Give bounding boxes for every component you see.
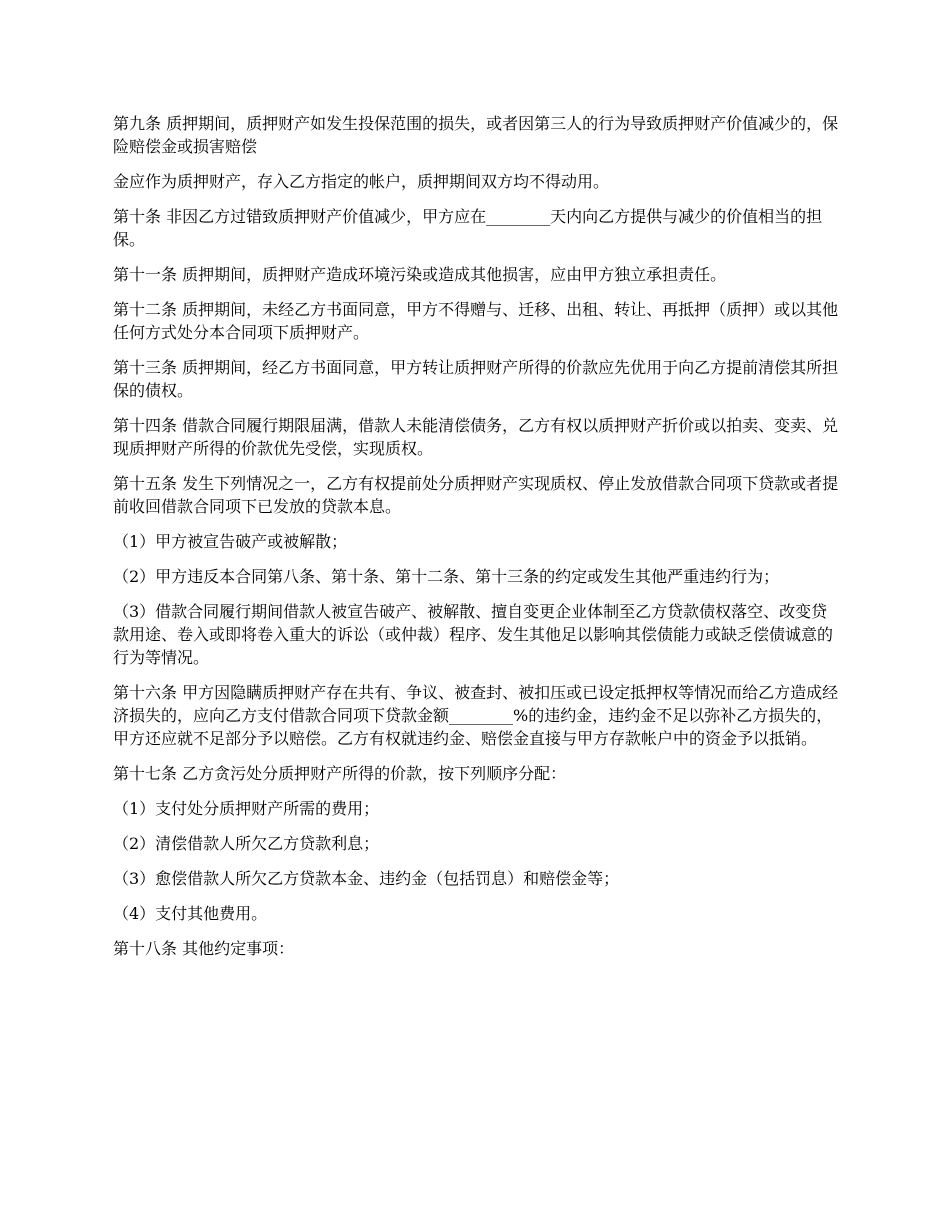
article-15-item-3: （3）借款合同履行期间借款人被宣告破产、被解散、擅自变更企业体制至乙方贷款债权落空、改变贷款用途、卷入或即将卷入重大的诉讼（或仲裁）程序、发生其他足以影响其偿债能力或缺乏偿债诚意的行为等情况。 — [113, 602, 834, 667]
article-17-paragraph: 第十七条 乙方贪污处分质押财产所得的价款，按下列顺序分配： — [113, 764, 567, 783]
article-15-paragraph: 第十五条 发生下列情况之一，乙方有权提前处分质押财产实现质权、停止发放借款合同项下贷款或者提前收回借款合同项下已发放的贷款本息。 — [113, 474, 839, 516]
document-page — [113, 112, 843, 972]
article-9-continuation-paragraph: 金应作为质押财产，存入乙方指定的帐户，质押期间双方均不得动用。 — [113, 172, 610, 191]
article-18-paragraph: 第十八条 其他约定事项： — [113, 939, 295, 958]
article-13-paragraph: 第十三条 质押期间，经乙方书面同意，甲方转让质押财产所得的价款应先优用于向乙方提前清偿其所担保的债权。 — [113, 358, 839, 400]
article-15-item-2: （2）甲方违反本合同第八条、第十条、第十二条、第十三条的约定或发生其他严重违约行为； — [113, 567, 780, 586]
article-15-item-1: （1）甲方被宣告破产或被解散； — [113, 532, 348, 551]
article-17-item-3: （3）愈偿借款人所欠乙方贷款本金、违约金（包括罚息）和赔偿金等； — [113, 869, 620, 888]
article-17-item-1: （1）支付处分质押财产所需的费用； — [113, 799, 380, 818]
article-17-item-2: （2）清偿借款人所欠乙方贷款利息； — [113, 834, 380, 853]
article-16-paragraph: 第十六条 甲方因隐瞒质押财产存在共有、争议、被查封、被扣压或已设定抵押权等情况而给乙方造成经济损失的，应向乙方支付借款合同项下贷款金额________%的违约金，违约金不足以弥补乙方损失的，甲方还应就不足部分予以赔偿。乙方有权就违约金、赔偿金直接与甲方存款帐户中的资金予以抵销。 — [113, 683, 839, 748]
article-17-item-4: （4）支付其他费用。 — [113, 904, 268, 923]
article-9-paragraph: 第九条 质押期间，质押财产如发生投保范围的损失，或者因第三人的行为导致质押财产价值减少的，保险赔偿金或损害赔偿 — [113, 114, 839, 156]
article-14-paragraph: 第十四条 借款合同履行期限届满，借款人未能清偿债务，乙方有权以质押财产折价或以拍卖、变卖、兑现质押财产所得的价款优先受偿，实现质权。 — [113, 416, 839, 458]
article-11-paragraph: 第十一条 质押期间，质押财产造成环境污染或造成其他损害，应由甲方独立承担责任。 — [113, 265, 727, 284]
article-10-paragraph: 第十条 非因乙方过错致质押财产价值减少，甲方应在________天内向乙方提供与减少的价值相当的担保。 — [113, 207, 823, 249]
article-12-paragraph: 第十二条 质押期间，未经乙方书面同意，甲方不得赠与、迁移、出租、转让、再抵押（质押）或以其他任何方式处分本合同项下质押财产。 — [113, 300, 839, 342]
